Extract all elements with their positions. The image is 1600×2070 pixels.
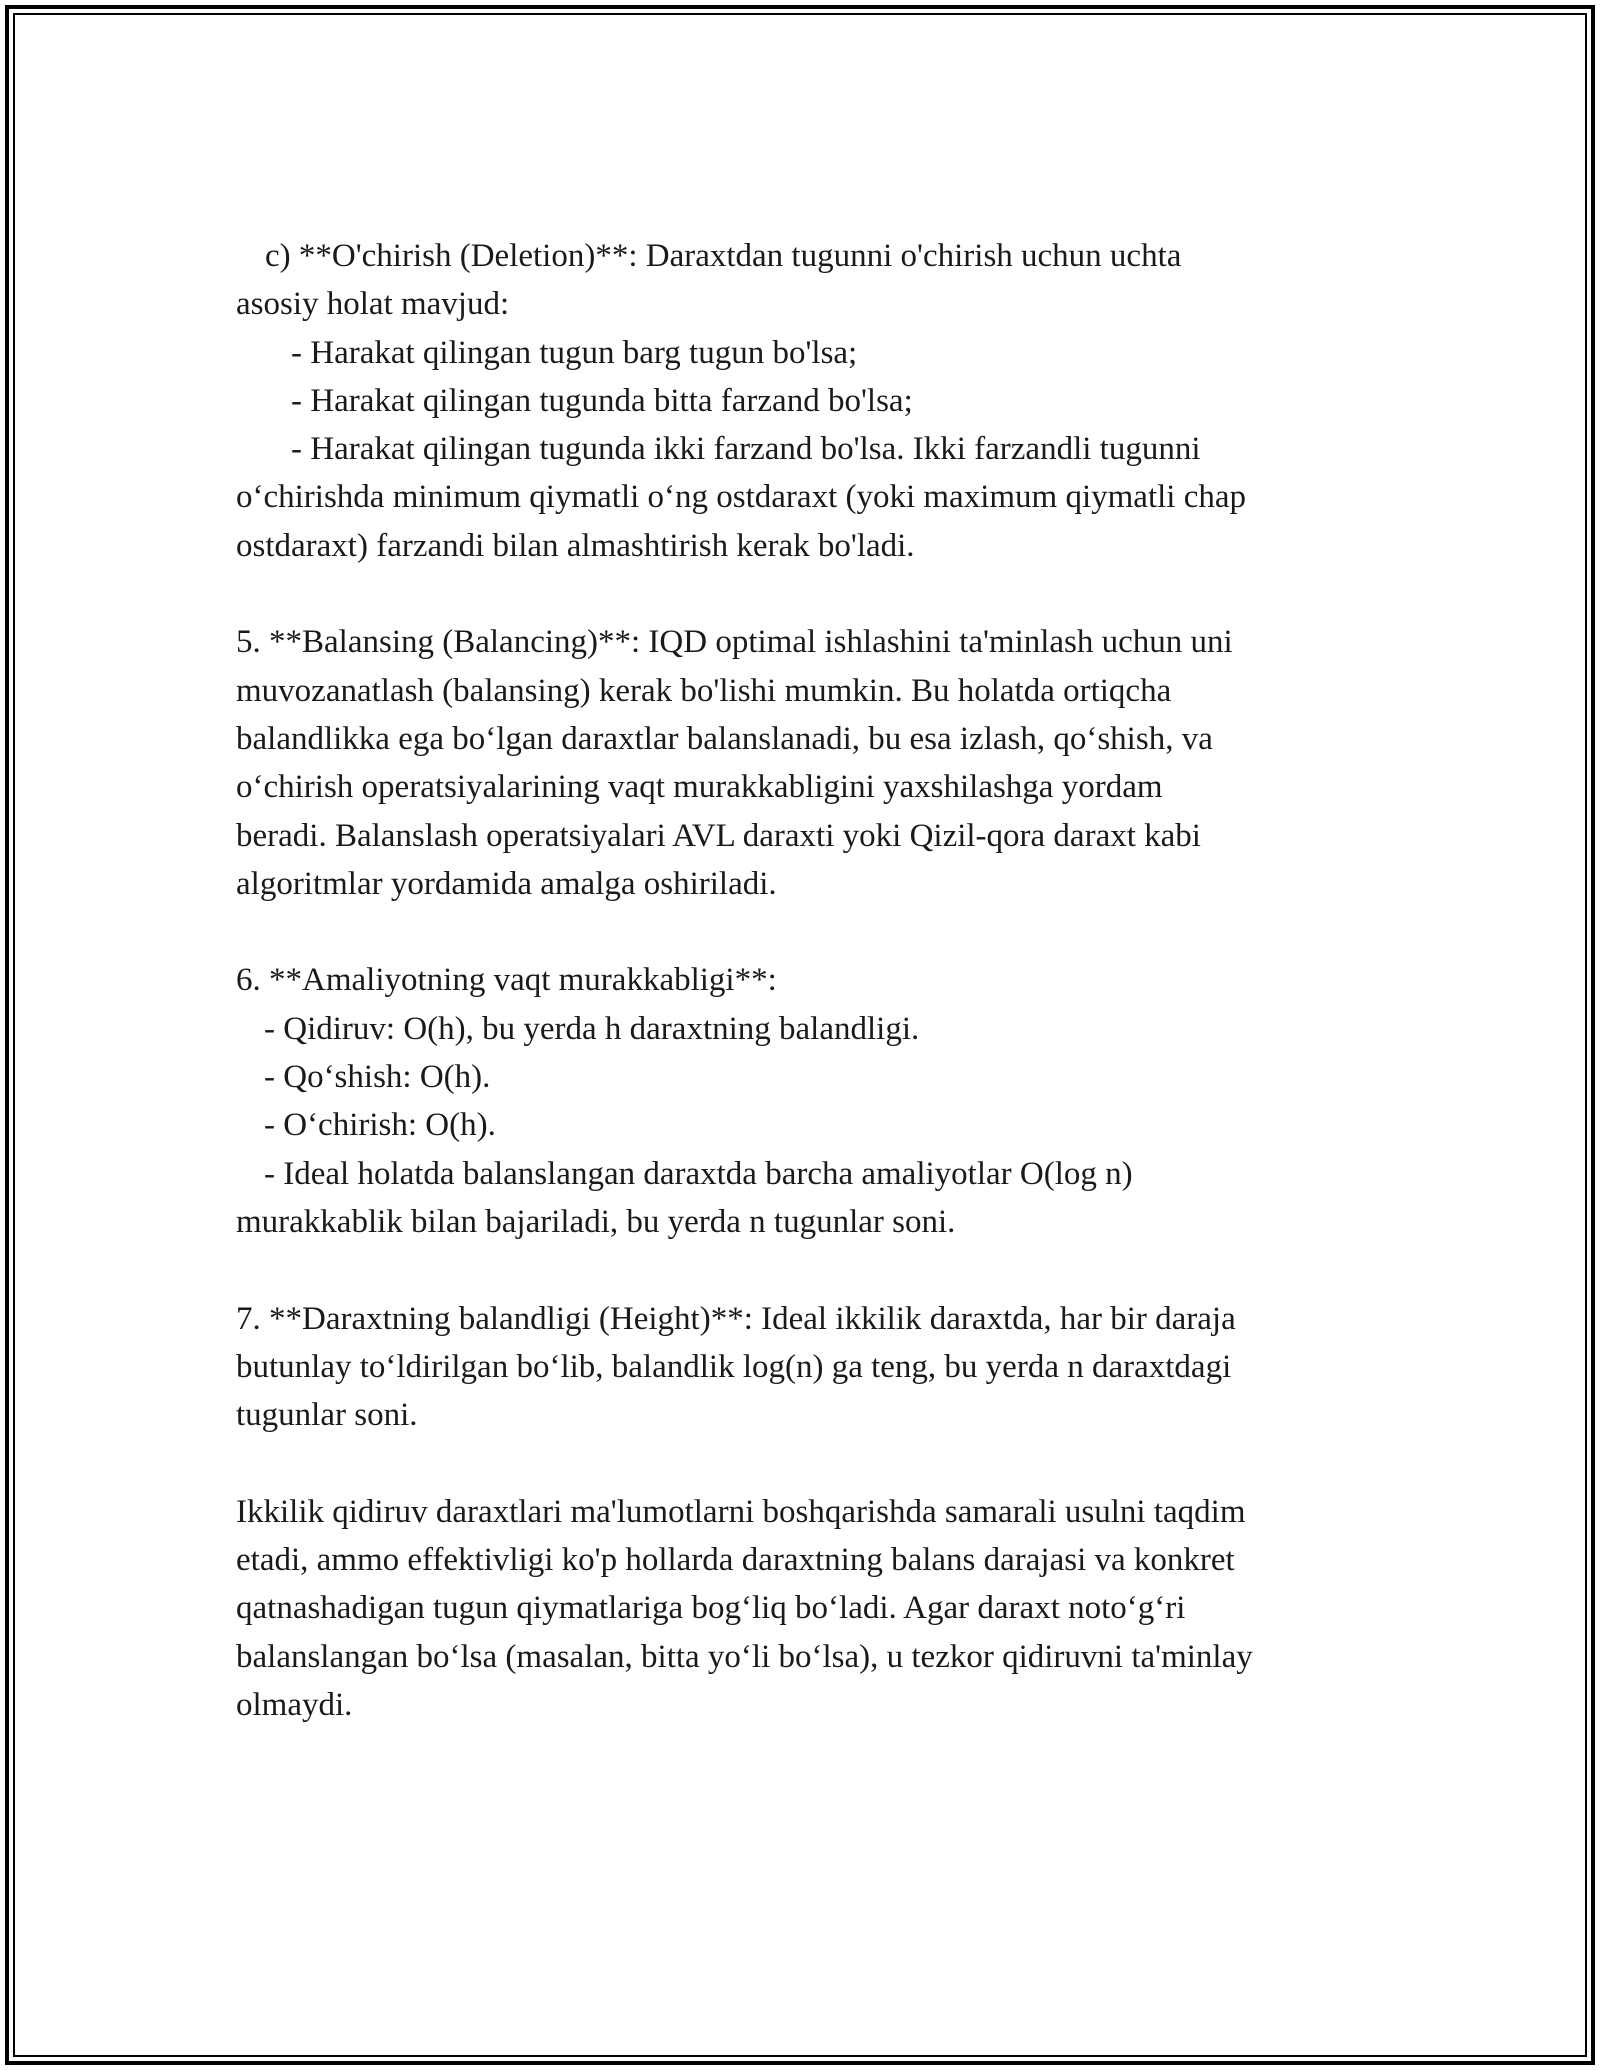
deletion-case-two-children: - Harakat qilingan tugunda ikki farzand bo'lsa. Ikki farzandli tugunni bbox=[291, 431, 1201, 468]
deletion-case-one-child: - Harakat qilingan tugunda bitta farzand bo'lsa; bbox=[291, 382, 913, 419]
complexity-heading: 6. **Amaliyotning vaqt murakkabligi**: bbox=[236, 962, 777, 999]
balancing-line: 5. **Balansing (Balancing)**: IQD optimal ishlashini ta'minlash uchun uni bbox=[236, 624, 1233, 661]
paragraph-spacer bbox=[236, 1439, 1376, 1487]
deletion-case-two-children-cont-2: ostdaraxt) farzandi bilan almashtirish kerak bo'ladi. bbox=[236, 527, 915, 564]
complexity-insert: - Qo‘shish: O(h). bbox=[264, 1059, 491, 1096]
height-line: tugunlar soni. bbox=[236, 1397, 418, 1434]
complexity-ideal: - Ideal holatda balanslangan daraxtda barcha amaliyotlar O(log n) bbox=[264, 1155, 1133, 1192]
section-time-complexity bbox=[236, 956, 1376, 1246]
deletion-heading-line-2: asosiy holat mavjud: bbox=[236, 286, 510, 323]
conclusion-line: balanslangan bo‘lsa (masalan, bitta yo‘li bo‘lsa), u tezkor qidiruvni ta'minlay bbox=[236, 1638, 1253, 1675]
section-deletion bbox=[236, 232, 1376, 570]
paragraph-spacer bbox=[236, 1246, 1376, 1294]
section-conclusion bbox=[236, 1488, 1376, 1729]
document-body bbox=[236, 232, 1376, 1729]
conclusion-line: qatnashadigan tugun qiymatlariga bog‘liq bo‘ladi. Agar daraxt noto‘g‘ri bbox=[236, 1590, 1186, 1627]
section-balancing bbox=[236, 618, 1376, 908]
paragraph-spacer bbox=[236, 908, 1376, 956]
conclusion-line: etadi, ammo effektivligi ko'p hollarda daraxtning balans darajasi va konkret bbox=[236, 1542, 1235, 1579]
height-line: 7. **Daraxtning balandligi (Height)**: Ideal ikkilik daraxtda, har bir daraja bbox=[236, 1300, 1236, 1337]
balancing-line: beradi. Balanslash operatsiyalari AVL daraxti yoki Qizil-qora daraxt kabi bbox=[236, 817, 1201, 854]
balancing-line: algoritmlar yordamida amalga oshiriladi. bbox=[236, 865, 777, 902]
conclusion-line: olmaydi. bbox=[236, 1686, 353, 1723]
complexity-ideal-cont: murakkablik bilan bajariladi, bu yerda n tugunlar soni. bbox=[236, 1203, 956, 1240]
balancing-line: balandlikka ega bo‘lgan daraxtlar balanslanadi, bu esa izlash, qo‘shish, va bbox=[236, 720, 1213, 757]
paragraph-spacer bbox=[236, 570, 1376, 618]
height-line: butunlay to‘ldirilgan bo‘lib, balandlik log(n) ga teng, bu yerda n daraxtdagi bbox=[236, 1348, 1232, 1385]
deletion-case-two-children-cont: o‘chirishda minimum qiymatli o‘ng ostdaraxt (yoki maximum qiymatli chap bbox=[236, 479, 1246, 516]
conclusion-line: Ikkilik qidiruv daraxtlari ma'lumotlarni boshqarishda samarali usulni taqdim bbox=[236, 1493, 1246, 1530]
balancing-line: muvozanatlash (balansing) kerak bo'lishi mumkin. Bu holatda ortiqcha bbox=[236, 672, 1172, 709]
deletion-case-leaf: - Harakat qilingan tugun barg tugun bo'lsa; bbox=[291, 334, 858, 371]
deletion-heading-line: c) **O'chirish (Deletion)**: Daraxtdan tugunni o'chirish uchun uchta bbox=[265, 238, 1182, 274]
complexity-delete: - O‘chirish: O(h). bbox=[264, 1107, 496, 1144]
section-height bbox=[236, 1295, 1376, 1440]
complexity-search: - Qidiruv: O(h), bu yerda h daraxtning balandligi. bbox=[264, 1010, 920, 1047]
balancing-line: o‘chirish operatsiyalarining vaqt murakkabligini yaxshilashga yordam bbox=[236, 769, 1163, 806]
